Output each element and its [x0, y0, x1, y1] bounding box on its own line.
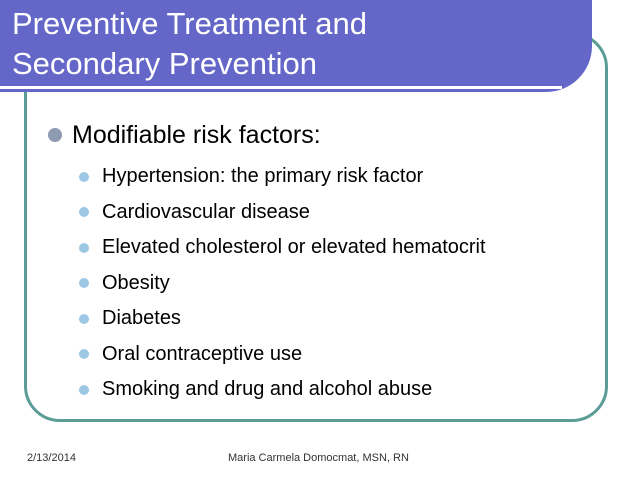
sub-bullet-item	[79, 372, 486, 408]
sub-bullet-label: Smoking and drug and alcohol abuse	[102, 378, 433, 401]
sub-bullet-item	[79, 195, 486, 231]
sub-bullet-list	[79, 159, 486, 408]
sub-bullet-icon	[79, 278, 89, 288]
sub-bullet-icon	[79, 385, 89, 395]
sub-bullet-label: Hypertension: the primary risk factor	[102, 165, 424, 188]
sub-bullet-item	[79, 230, 486, 266]
slide-title	[12, 4, 367, 84]
sub-bullet-label: Diabetes	[102, 307, 181, 330]
bullet-list	[48, 117, 486, 408]
sub-bullet-item	[79, 337, 486, 373]
title-bar	[0, 0, 592, 92]
sub-bullet-icon	[79, 172, 89, 182]
sub-bullet-label: Oral contraceptive use	[102, 342, 303, 365]
main-bullet-item	[48, 117, 486, 408]
sub-bullet-label: Elevated cholesterol or elevated hematocrit	[102, 236, 486, 259]
sub-bullet-icon	[79, 314, 89, 324]
title-line-1: Preventive Treatment and	[12, 6, 367, 41]
sub-bullet-item	[79, 266, 486, 302]
sub-bullet-icon	[79, 243, 89, 253]
title-underline	[0, 86, 562, 89]
sub-bullet-item	[79, 159, 486, 195]
footer-author: Maria Carmela Domocmat, MSN, RN	[228, 452, 409, 464]
title-line-2: Secondary Prevention	[12, 46, 318, 81]
main-bullet-icon	[48, 128, 62, 142]
sub-bullet-label: Obesity	[102, 271, 170, 294]
sub-bullet-icon	[79, 349, 89, 359]
sub-bullet-label: Cardiovascular disease	[102, 200, 310, 223]
sub-bullet-icon	[79, 207, 89, 217]
main-bullet-label: Modifiable risk factors:	[72, 120, 321, 149]
footer-date: 2/13/2014	[27, 452, 76, 464]
sub-bullet-item	[79, 301, 486, 337]
